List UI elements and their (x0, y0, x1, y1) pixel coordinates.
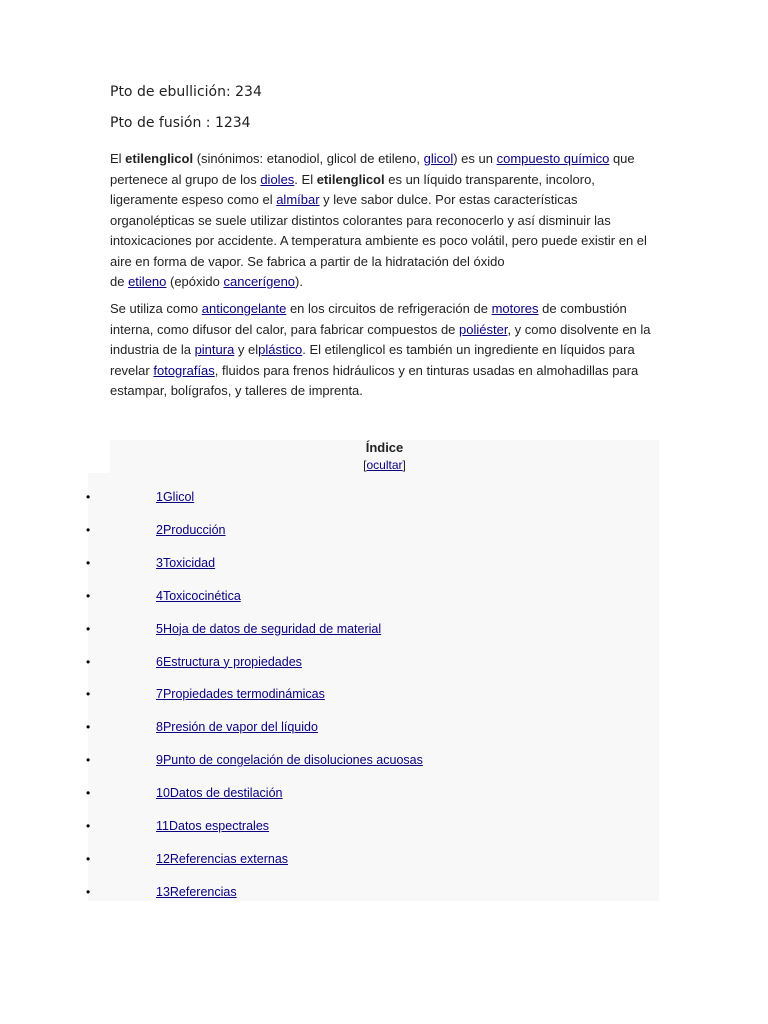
toc-item (86, 687, 646, 707)
toc-link[interactable]: 2Producción (156, 522, 226, 537)
bullet-icon: • (86, 687, 91, 702)
toc-item (86, 655, 646, 675)
boiling-point-text: Pto de ebullición: 234 (110, 84, 262, 100)
toc-link[interactable]: 11Datos espectrales (156, 819, 270, 833)
text-span: de (110, 274, 129, 289)
toc-link[interactable]: 12Referencias externas (156, 851, 289, 866)
toc-item (86, 622, 646, 642)
toc-link[interactable]: 3Toxicidad (156, 555, 216, 570)
link-almibar[interactable]: almíbar (276, 192, 320, 207)
toc-link[interactable]: 13Referencias (156, 884, 237, 899)
text-span: , fluidos para frenos hidráulicos y en tinturas usadas en almohadillas para estampar, bolígrafos, y talleres de imprenta. (110, 362, 639, 398)
toc-item (86, 819, 646, 839)
toc-item (86, 885, 646, 905)
text-span: El (110, 151, 126, 166)
link-dioles[interactable]: dioles (260, 171, 295, 187)
bullet-icon: • (86, 884, 91, 899)
toc-item (86, 720, 646, 740)
usage-paragraph (110, 299, 662, 402)
text-span: ). (295, 274, 303, 289)
text-span: , y como disolvente en la industria de la (110, 321, 651, 357)
toc-item (86, 523, 646, 543)
toc-hide-link[interactable]: ocultar (366, 458, 403, 472)
bullet-icon: • (86, 786, 91, 801)
link-cancerigeno[interactable]: cancerígeno (223, 274, 296, 289)
toc-link[interactable]: 5Hoja de datos de seguridad de material (156, 621, 382, 636)
toc-link[interactable]: 1Glicol (156, 490, 195, 504)
toc-item (86, 490, 646, 510)
link-pintura[interactable]: pintura (194, 342, 235, 357)
toc-toggle (110, 458, 659, 472)
bullet-icon: • (86, 753, 91, 768)
bullet-icon: • (86, 490, 91, 504)
toc-link[interactable]: 10Datos de destilación (156, 786, 283, 801)
toc-item (86, 589, 646, 609)
bracket-close: ] (402, 458, 406, 472)
bold-term: etilenglicol (316, 171, 385, 187)
bold-term: etilenglicol (125, 151, 194, 166)
link-poliester[interactable]: poliéster (459, 321, 508, 337)
text-span: de combustión interna, como difusor del calor, para fabricar compuestos de (110, 301, 627, 337)
text-span: . El (294, 171, 317, 187)
intro-paragraph (110, 149, 662, 293)
toc-title: Índice (365, 440, 404, 455)
bullet-icon: • (86, 654, 91, 669)
link-etileno[interactable]: etileno (128, 274, 167, 289)
toc-item (86, 753, 646, 773)
link-plastico[interactable]: plástico (258, 342, 303, 357)
bullet-icon: • (86, 555, 91, 570)
bullet-icon: • (86, 588, 91, 603)
link-compuesto-quimico[interactable]: compuesto químico (496, 151, 610, 166)
toc-link[interactable]: 9Punto de congelación de disoluciones acuosas (156, 753, 423, 768)
text-span: (sinónimos: etanodiol, glicol de etileno, (193, 151, 424, 166)
link-anticongelante[interactable]: anticongelante (201, 301, 287, 316)
bullet-icon: • (86, 522, 91, 537)
link-motores[interactable]: motores (491, 301, 539, 316)
bullet-icon: • (86, 720, 91, 735)
text-span: ) es un (453, 151, 497, 166)
text-span: (epóxido (166, 274, 224, 289)
toc-link[interactable]: 8Presión de vapor del líquido (156, 720, 318, 735)
bullet-icon: • (86, 621, 91, 636)
text-span: es un líquido transparente, incoloro, ligeramente espeso como el (110, 171, 595, 207)
bullet-icon: • (86, 819, 91, 833)
toc-link[interactable]: 6Estructura y propiedades (156, 654, 302, 669)
link-glicol[interactable]: glicol (423, 151, 454, 166)
bracket-open: [ (363, 458, 367, 472)
melting-point-text: Pto de fusión : 1234 (110, 115, 251, 131)
text-span: en los circuitos de refrigeración de (286, 301, 492, 316)
text-span: que pertenece al grupo de los (110, 151, 635, 187)
bullet-icon: • (86, 851, 91, 866)
toc-item (86, 556, 646, 576)
text-span: . El etilenglicol es también un ingrediente en líquidos para revelar (110, 342, 635, 378)
toc-item (86, 786, 646, 806)
link-fotografias[interactable]: fotografías (153, 362, 215, 378)
text-span: y el (234, 342, 259, 357)
toc-item (86, 852, 646, 872)
toc-link[interactable]: 7Propiedades termodinámicas (156, 687, 325, 702)
toc-link[interactable]: 4Toxicocinética (156, 588, 241, 603)
text-span: y leve sabor dulce. Por estas características organolépticas se suele utilizar distintos colorantes para reconocerlo y así disminuir las intoxicaciones por accidente. A temperatura ambiente es poco volátil, pero puede existir en el aire en forma de vapor. Se fabrica a partir de la hidratación del óxido (110, 192, 647, 269)
text-span: Se utiliza como (110, 301, 202, 316)
